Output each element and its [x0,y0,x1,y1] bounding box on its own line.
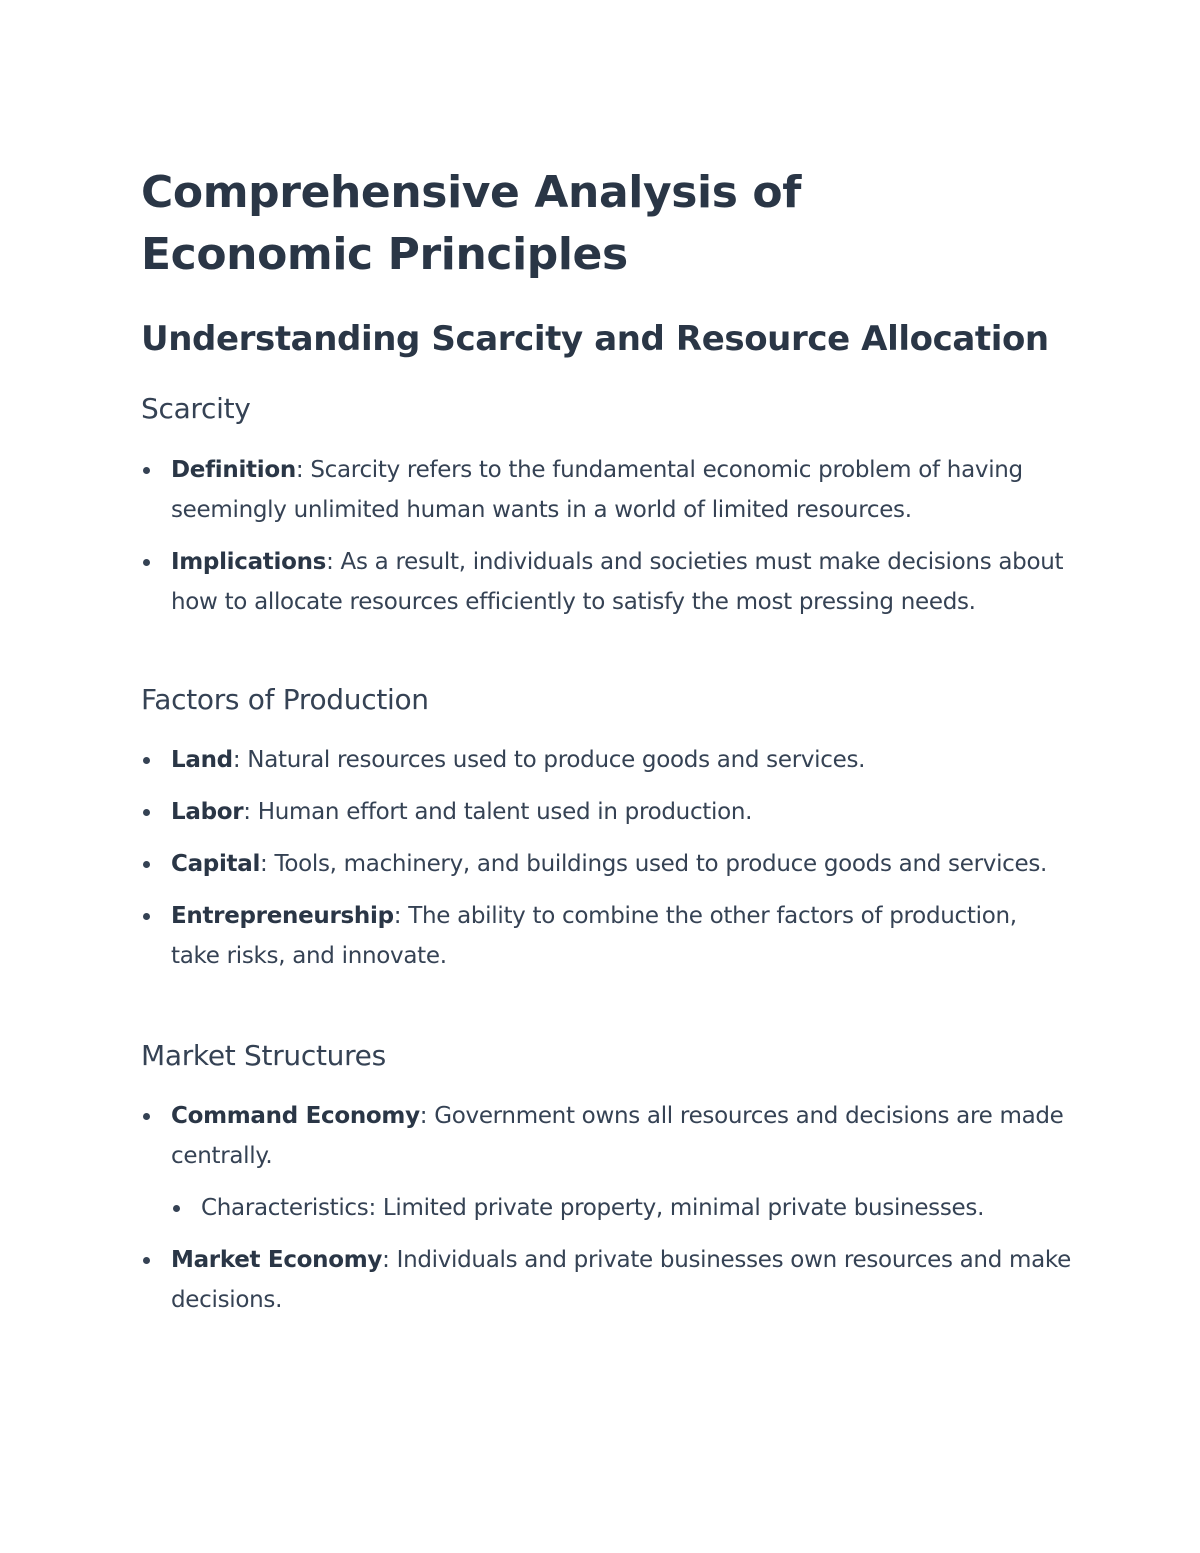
list-item [141,450,1071,530]
item-text: : Tools, machinery, and buildings used to produce goods and services. [260,851,1048,877]
item-text: : Scarcity refers to the fundamental economic problem of having seemingly unlimited human wants in a world of limited resources. [171,457,1023,523]
factors-heading: Factors of Production [141,683,429,716]
list-item [141,740,1071,780]
scarcity-list [141,450,1071,634]
markets-list [141,1096,1071,1332]
item-text: : Natural resources used to produce goods and services. [232,747,866,773]
term-implications: Implications [171,549,327,575]
term-labor: Labor [171,799,244,825]
term-market-economy: Market Economy [171,1247,383,1273]
item-text: : As a result, individuals and societies must make decisions about how to allocate resources efficiently to satisfy the most pressing needs. [171,549,1064,615]
list-item [141,896,1071,976]
list-item [141,844,1071,884]
sub-list [171,1188,1071,1228]
item-text: : Human effort and talent used in production. [243,799,753,825]
list-item [141,792,1071,832]
section-heading: Understanding Scarcity and Resource Allocation [141,319,1049,359]
sub-list-item: Characteristics: Limited private property, minimal private businesses. [171,1188,1071,1228]
term-command-economy: Command Economy [171,1103,420,1129]
list-item [141,542,1071,622]
list-item [141,1096,1071,1228]
document-title: Comprehensive Analysis of Economic Principles [141,167,801,280]
term-land: Land [171,747,233,773]
scarcity-heading: Scarcity [141,392,251,425]
list-item [141,1240,1071,1320]
item-text: : Individuals and private businesses own resources and make decisions. [171,1247,1071,1313]
factors-list [141,740,1071,988]
item-text: : The ability to combine the other factors of production, take risks, and innovate. [171,903,1017,969]
markets-heading: Market Structures [141,1039,386,1072]
term-definition: Definition [171,457,296,483]
term-capital: Capital [171,851,261,877]
item-text: : Government owns all resources and decisions are made centrally. [171,1103,1064,1169]
term-entrepreneurship: Entrepreneurship [171,903,394,929]
